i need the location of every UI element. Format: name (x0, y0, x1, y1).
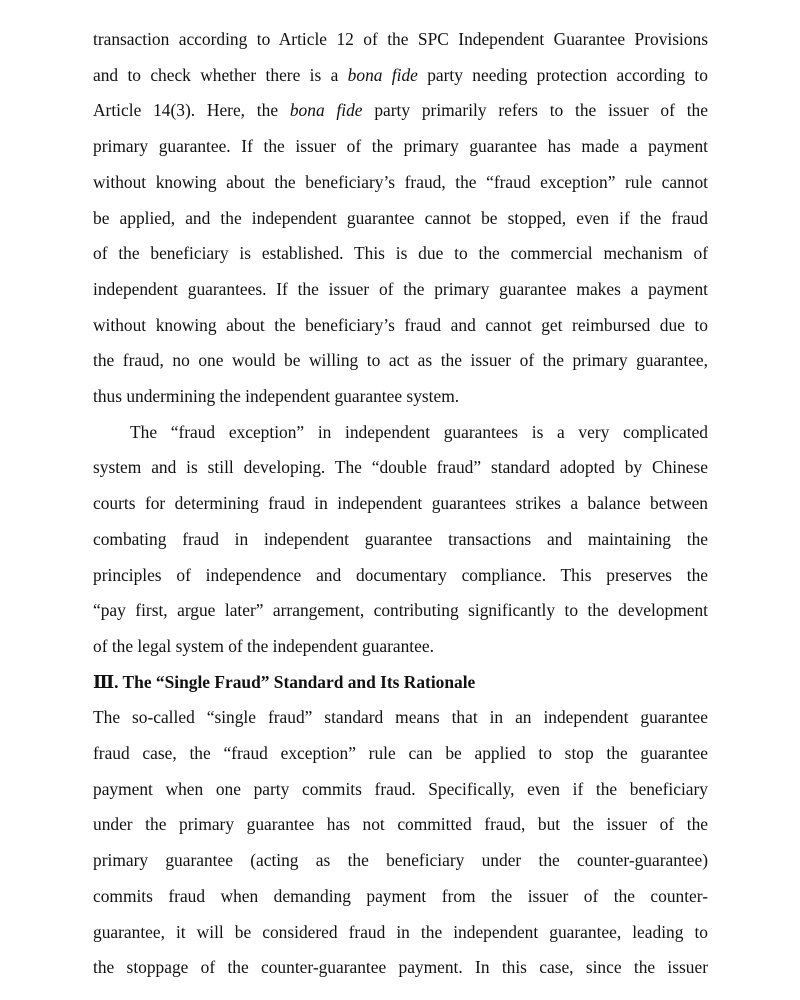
text-line: without knowing about the beneficiary’s fraud and cannot get reimbursed due to (93, 314, 708, 335)
text-segment: party primarily refers to the issuer of the (374, 100, 708, 121)
text-line: of the beneficiary is established. This is due to the commercial mechanism of (93, 243, 708, 264)
italic-term: bona fide (347, 64, 418, 85)
text-line: primary guarantee (acting as the beneficiary under the counter-guarantee) (93, 850, 708, 871)
text-segment: and to check whether there is a (93, 64, 339, 85)
paragraph-bona-fide-party (93, 22, 708, 415)
text-line: system and is still developing. The “double fraud” standard adopted by Chinese (93, 457, 708, 478)
text-line: combating fraud in independent guarantee transactions and maintaining the (93, 528, 708, 549)
text-line (93, 93, 708, 129)
text-line: under the primary guarantee has not committed fraud, but the issuer of the (93, 814, 708, 835)
text-segment: Article 14(3). Here, the (93, 100, 279, 121)
text-line: be applied, and the independent guarantee cannot be stopped, even if the fraud (93, 207, 708, 228)
text-line: guarantee, it will be considered fraud in the independent guarantee, leading to (93, 921, 708, 942)
paragraph-single-fraud (93, 700, 708, 986)
text-line: thus undermining the independent guarantee system. (93, 386, 460, 407)
text-line: the stoppage of the counter-guarantee payment. In this case, since the issuer (93, 957, 708, 978)
text-line: the fraud, no one would be willing to act as the issuer of the primary guarantee, (93, 350, 708, 371)
text-line: transaction according to Article 12 of the SPC Independent Guarantee Provisions (93, 29, 708, 49)
text-segment: party needing protection according to (427, 64, 708, 85)
text-line: payment when one party commits fraud. Specifically, even if the beneficiary (93, 778, 708, 799)
text-line: commits fraud when demanding payment from the issuer of the counter- (93, 885, 708, 906)
paragraph-fraud-exception (93, 415, 708, 665)
section-heading: Ⅲ. The “Single Fraud” Standard and Its Rationale (93, 671, 476, 692)
text-line: independent guarantees. If the issuer of the primary guarantee makes a payment (93, 278, 708, 299)
text-line: The so-called “single fraud” standard means that in an independent guarantee (93, 707, 708, 728)
text-line (93, 58, 708, 94)
text-line: “pay first, argue later” arrangement, contributing significantly to the development (93, 600, 708, 621)
text-line: primary guarantee. If the issuer of the primary guarantee has made a payment (93, 136, 708, 157)
text-line: The “fraud exception” in independent guarantees is a very complicated (130, 421, 708, 442)
text-line: principles of independence and documentary compliance. This preserves the (93, 564, 708, 585)
italic-term: bona fide (289, 100, 363, 121)
text-line: of the legal system of the independent guarantee. (93, 635, 434, 656)
text-line: without knowing about the beneficiary’s fraud, the “fraud exception” rule cannot (93, 171, 708, 192)
text-line: fraud case, the “fraud exception” rule can be applied to stop the guarantee (93, 743, 708, 764)
text-line: courts for determining fraud in independent guarantees strikes a balance between (93, 493, 708, 514)
